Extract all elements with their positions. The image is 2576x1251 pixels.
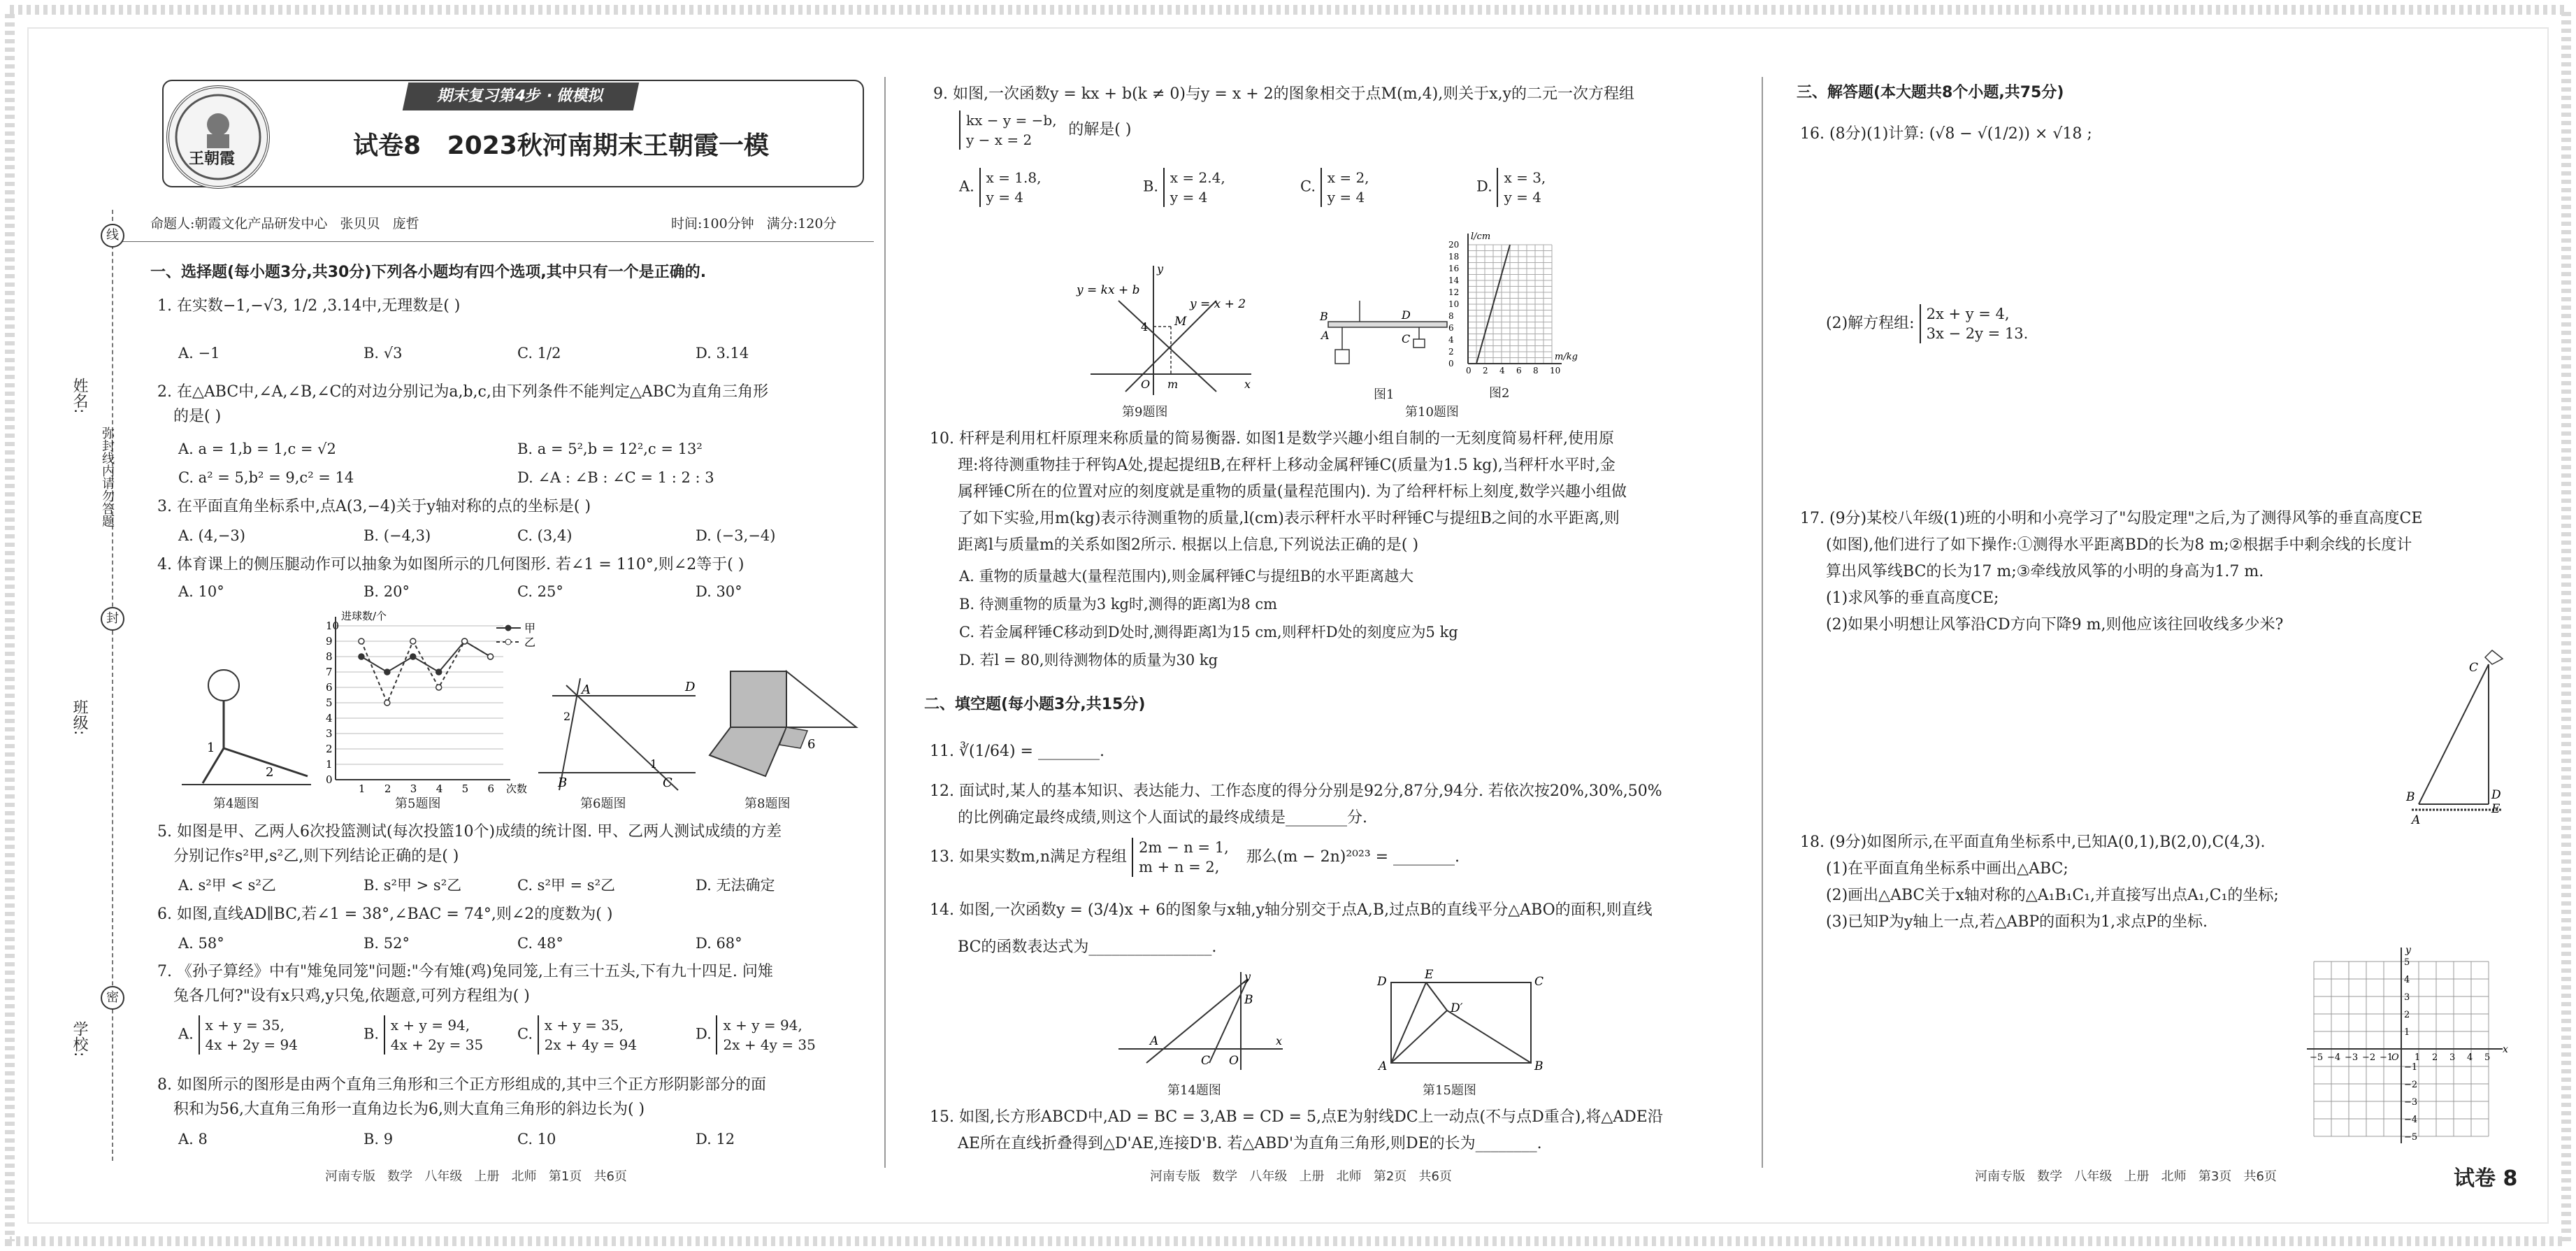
q9-system: kx − y = −b, y − x = 2 的解是( ): [959, 110, 1131, 150]
fig9-label-y: y: [1157, 262, 1164, 276]
q7-opt-a: A. x + y = 35, 4x + 2y = 94: [178, 1017, 298, 1053]
q7-stem2: 兔各几何?"设有x只鸡,y只兔,依题意,可列方程组为( ): [173, 987, 530, 1005]
y-tick-label: 14: [1448, 276, 1460, 285]
banner: 期末复习第4步 · 做模拟: [403, 83, 640, 110]
logo-text: 王朝霞: [189, 150, 236, 168]
x-axis-label: 次数: [506, 782, 528, 795]
figure-q6: [538, 678, 699, 790]
figure-q18-coordinate-grid: [2303, 944, 2513, 1157]
fig10-cap1: 图1: [1374, 387, 1395, 402]
seal-mark-3: 密: [101, 986, 124, 1010]
y-tick-label: 16: [1448, 264, 1460, 273]
y-tick-label: 10: [1448, 299, 1460, 309]
x-tick-label: 3: [410, 782, 417, 795]
fig8-caption: 第8题图: [744, 796, 791, 811]
q10-opt-d: D. 若l = 80,则待测物体的质量为30 kg: [959, 652, 1218, 669]
x-tick-label: 6: [487, 782, 495, 795]
fig9-l1: y = kx + b: [1077, 283, 1140, 297]
fig4-label-1: 1: [207, 741, 215, 755]
x-tick-label: −5: [2310, 1052, 2324, 1063]
y-tick-label: 4: [2404, 975, 2410, 985]
q7-opt-c: C. x + y = 35, 2x + 4y = 94: [517, 1017, 638, 1053]
y-tick-label: 2: [1448, 347, 1454, 357]
q11: 11. ∛(1/64) = ________.: [930, 743, 1104, 760]
page-title: 试卷8 2023秋河南期末王朝霞一模: [353, 131, 769, 160]
y-tick-label: −5: [2404, 1132, 2418, 1143]
y-tick-label: 8: [1448, 311, 1454, 321]
fig17-label-C: C: [2469, 661, 2479, 675]
fig14-caption: 第14题图: [1167, 1083, 1221, 1098]
q10-line2: 理:将待测重物挂于秤钩A处,提起提纽B,在秤杆上移动金属秤锤C(质量为1.5 kg),当秤杆水平时,金: [958, 457, 1616, 474]
q5-opt-b: B. s²甲 > s²乙: [364, 877, 462, 894]
data-point-甲: [410, 654, 416, 659]
q9-opt-d: D. x = 3, y = 4: [1476, 169, 1546, 206]
q2-opt-c: C. a² = 5,b² = 9,c² = 14: [178, 469, 354, 486]
fig4-label-2: 2: [266, 765, 274, 780]
fig10-cap2: 图2: [1489, 386, 1510, 401]
fig10-label-D: D: [1402, 308, 1411, 322]
q4-opt-a: A. 10°: [178, 583, 224, 600]
q9-stem: 9. 如图,一次函数y = kx + b(k ≠ 0)与y = x + 2的图象相交于点M(m,4),则关于x,y的二元一次方程组: [933, 85, 1635, 103]
x-axis-label: m/kg: [1555, 352, 1578, 362]
q4-opt-c: C. 25°: [517, 583, 563, 600]
fig15-label-Dp: D′: [1451, 1001, 1463, 1015]
q5-opt-d: D. 无法确定: [696, 877, 775, 894]
legend-marker-甲: [505, 625, 511, 631]
fig17-label-E: E: [2491, 802, 2501, 816]
fig4-caption: 第4题图: [213, 796, 259, 811]
q3-opt-c: C. (3,4): [517, 527, 573, 544]
authors: 命题人:朝霞文化产品研发中心 张贝贝 庞哲: [150, 216, 419, 231]
fig15-label-C: C: [1534, 975, 1544, 989]
q8-stem: 8. 如图所示的图形是由两个直角三角形和三个正方形组成的,其中三个正方形阴影部分的面: [157, 1076, 766, 1094]
y-tick-label: 20: [1448, 240, 1460, 250]
q10-line4: 了如下实验,用m(kg)表示待测重物的质量,l(cm)表示秤杆水平时秤锤C与提纽B之间的水平距离,则: [958, 510, 1620, 527]
q10-line5: 距离l与质量m的关系如图2所示. 根据以上信息,下列说法正确的是( ): [958, 536, 1419, 554]
q1-opt-b: B. √3: [364, 345, 403, 362]
binding-note: 弥封线内请勿答题: [100, 427, 115, 527]
figure-q10-scale: [1314, 301, 1454, 385]
q2-opt-a: A. a = 1,b = 1,c = √2: [178, 441, 336, 457]
q18-line4: (3)已知P为y轴上一点,若△ABP的面积为1,求点P的坐标.: [1826, 913, 2208, 931]
fig10-label-C: C: [1402, 332, 1411, 345]
origin-label: O: [2391, 1052, 2399, 1063]
figure-q14: [1118, 972, 1286, 1077]
data-point-乙: [488, 654, 494, 659]
y-tick-label: −2: [2404, 1080, 2418, 1090]
column-divider-2: [1762, 77, 1763, 1168]
fig9-label-m: m: [1167, 378, 1179, 391]
y-tick-label: 3: [326, 727, 333, 740]
fig9-l2: y = x + 2: [1190, 297, 1246, 311]
fig9-label-O: O: [1141, 378, 1151, 391]
q10-opt-c: C. 若金属秤锤C移动到D处时,测得距离l为15 cm,则秤杆D处的刻度应为5 kg: [959, 624, 1458, 641]
q8-opt-a: A. 8: [178, 1131, 208, 1148]
q3-opt-d: D. (−3,−4): [696, 527, 776, 544]
x-axis-label: x: [2503, 1044, 2508, 1055]
q8-opt-b: B. 9: [364, 1131, 394, 1148]
q4-opt-b: B. 20°: [364, 583, 410, 600]
q14-line2: BC的函数表达式为________________.: [958, 938, 1217, 956]
fig5-caption: 第5题图: [395, 796, 441, 811]
q1-opt-c: C. 1/2: [517, 345, 561, 362]
fig15-label-A: A: [1379, 1059, 1388, 1073]
legend-label-乙: 乙: [524, 636, 536, 649]
q2-stem: 2. 在△ABC中,∠A,∠B,∠C的对边分别记为a,b,c,由下列条件不能判定△ABC为直角三角形: [157, 383, 769, 401]
data-point-甲: [359, 654, 364, 659]
q2-stem2: 的是( ): [173, 408, 222, 425]
x-tick-label: 8: [1533, 366, 1539, 376]
fig14-label-C: C: [1201, 1054, 1211, 1068]
y-tick-label: 5: [2404, 957, 2410, 968]
y-tick-label: 7: [326, 666, 333, 678]
q12-line2: 的比例确定最终成绩,则这个人面试的最终成绩是________分.: [958, 809, 1367, 827]
y-tick-label: 6: [326, 681, 333, 694]
y-tick-label: 2: [2404, 1010, 2410, 1020]
x-tick-label: −1: [2380, 1052, 2394, 1063]
y-tick-label: 0: [1448, 359, 1454, 369]
fig9-caption: 第9题图: [1122, 405, 1168, 420]
q18-line1: 18. (9分)如图所示,在平面直角坐标系中,已知A(0,1),B(2,0),C(4,3).: [1800, 834, 2266, 851]
y-tick-label: 18: [1448, 252, 1460, 262]
q5-opt-c: C. s²甲 = s²乙: [517, 877, 616, 894]
fig8-label-6: 6: [807, 737, 816, 752]
x-tick-label: 4: [2467, 1052, 2473, 1063]
fig14-label-A: A: [1150, 1034, 1159, 1048]
seal-mark-2: 封: [101, 607, 124, 631]
y-tick-label: 4: [326, 712, 333, 724]
footer-page1: 河南专版 数学 八年级 上册 北师 第1页 共6页: [325, 1169, 627, 1184]
x-tick-label: 5: [461, 782, 469, 795]
section2-title: 二、填空题(每小题3分,共15分): [924, 696, 1146, 713]
x-tick-label: 3: [2449, 1052, 2456, 1063]
fig14-label-O: O: [1229, 1054, 1239, 1068]
q8-opt-c: C. 10: [517, 1131, 556, 1148]
y-axis-label: l/cm: [1471, 231, 1491, 242]
q5-stem: 5. 如图是甲、乙两人6次投篮测试(每次投篮10个)成绩的统计图. 甲、乙两人测试成绩的方差: [157, 823, 782, 841]
fig6-label-C: C: [663, 775, 672, 790]
figure-q17-kite: [2405, 643, 2531, 825]
x-tick-label: 10: [1550, 366, 1561, 376]
q10-line1: 10. 杆秤是利用杠杆原理来称质量的简易衡器. 如图1是数学兴趣小组自制的一无刻度简易杆秤,使用原: [930, 430, 1614, 448]
fig9-label-M: M: [1174, 315, 1187, 329]
fig14-label-y: y: [1244, 970, 1251, 983]
q1-stem: 1. 在实数−1,−√3, 1/2 ,3.14中,无理数是( ): [157, 297, 461, 315]
q15-line2: AE所在直线折叠得到△D'AE,连接D'B. 若△ABD'为直角三角形,则DE的长为________.: [958, 1135, 1542, 1152]
y-tick-label: 12: [1448, 287, 1460, 297]
q1-opt-a: A. −1: [178, 345, 220, 362]
fig6-label-D: D: [685, 680, 696, 694]
q10-opt-b: B. 待测重物的质量为3 kg时,测得的距离l为8 cm: [959, 596, 1278, 613]
data-point-乙: [462, 638, 468, 644]
y-tick-label: −4: [2404, 1115, 2418, 1125]
x-tick-label: 1: [2415, 1052, 2421, 1063]
x-tick-label: 0: [1466, 366, 1472, 376]
q12-line1: 12. 面试时,某人的基本知识、表达能力、工作态度的得分分别是92分,87分,94分. 若依次按20%,30%,50%: [930, 782, 1662, 800]
data-point-甲: [384, 669, 390, 675]
fig6-label-A: A: [582, 682, 591, 697]
y-tick-label: 4: [1448, 335, 1454, 345]
q18-line2: (1)在平面直角坐标系中画出△ABC;: [1826, 860, 2068, 878]
y-axis-label: y: [2405, 945, 2411, 956]
legend-label-甲: 甲: [524, 622, 536, 635]
q6-opt-b: B. 52°: [364, 935, 410, 952]
y-tick-label: 10: [326, 620, 340, 632]
figure-q8: [703, 657, 870, 790]
q8-opt-d: D. 12: [696, 1131, 735, 1148]
seal-mark-1: 线: [101, 224, 124, 248]
fig14-label-x: x: [1276, 1034, 1283, 1048]
q17-line1: 17. (9分)某校八年级(1)班的小明和小亮学习了"勾股定理"之后,为了测得风筝的垂直高度CE: [1800, 510, 2423, 527]
q17-line2: (如图),他们进行了如下操作:①测得水平距离BD的长为8 m;②根据手中剩余线的长度计: [1826, 536, 2412, 554]
q7-stem: 7. 《孙子算经》中有"雉兔同笼"问题:"今有雉(鸡)兔同笼,上有三十五头,下有九十四足. 问雉: [157, 963, 773, 980]
q1-opt-d: D. 3.14: [696, 345, 749, 362]
q6-opt-d: D. 68°: [696, 935, 742, 952]
fig15-label-D: D: [1377, 975, 1387, 989]
x-tick-label: −3: [2345, 1052, 2359, 1063]
fig15-label-B: B: [1534, 1059, 1544, 1073]
legend-marker-乙: [505, 639, 511, 645]
column-divider-1: [884, 77, 886, 1168]
y-tick-label: 6: [1448, 323, 1454, 333]
q16-part1: 16. (8分)(1)计算: (√8 − √(1/2)) × √18 ;: [1800, 125, 2092, 143]
q10-line3: 属秤锤C所在的位置对应的刻度就是重物的质量(量程范围内). 为了给秤杆标上刻度,数学兴趣小组做: [958, 483, 1627, 501]
x-tick-label: 6: [1516, 366, 1522, 376]
fig14-label-B: B: [1244, 993, 1253, 1007]
q7-opt-b: B. x + y = 94, 4x + 2y = 35: [364, 1017, 484, 1053]
q7-opt-d: D. x + y = 94, 2x + 4y = 35: [696, 1017, 816, 1053]
footer-page3: 河南专版 数学 八年级 上册 北师 第3页 共6页: [1975, 1169, 2277, 1184]
q2-opt-b: B. a = 5²,b = 12²,c = 13²: [517, 441, 703, 457]
q4-stem: 4. 体育课上的侧压腿动作可以抽象为如图所示的几何图形. 若∠1 = 110°,则∠2等于( ): [157, 556, 744, 573]
y-tick-label: 3: [2404, 992, 2410, 1003]
fig17-label-D: D: [2491, 788, 2501, 802]
q6-opt-c: C. 48°: [517, 935, 563, 952]
q17-line5: (2)如果小明想让风筝沿CD方向下降9 m,则他应该往回收线多少米?: [1826, 616, 2284, 634]
fig6-label-1: 1: [650, 757, 658, 771]
q16-part2: (2)解方程组: 2x + y = 4, 3x − 2y = 13.: [1826, 306, 2029, 342]
q9-opt-b: B. x = 2.4, y = 4: [1143, 169, 1225, 206]
q10-opt-a: A. 重物的质量越大(量程范围内),则金属秤锤C与提纽B的水平距离越大: [959, 568, 1414, 585]
binding-class: 班级:: [71, 699, 88, 736]
x-tick-label: 2: [2432, 1052, 2438, 1063]
q3-opt-b: B. (−4,3): [364, 527, 431, 544]
figure-q4: [175, 664, 315, 790]
q17-line4: (1)求风筝的垂直高度CE;: [1826, 589, 1999, 607]
y-axis-label: 进球数/个: [341, 610, 387, 622]
q6-stem: 6. 如图,直线AD∥BC,若∠1 = 38°,∠BAC = 74°,则∠2的度数为( ): [157, 906, 613, 923]
fig15-label-E: E: [1425, 968, 1434, 982]
fig17-label-A: A: [2412, 813, 2421, 827]
fig10-label-B: B: [1320, 310, 1328, 323]
data-point-乙: [384, 700, 390, 706]
y-tick-label: −1: [2404, 1062, 2418, 1073]
figure-q15: [1370, 968, 1545, 1073]
y-tick-label: 5: [326, 696, 333, 709]
logo: [166, 85, 270, 189]
x-tick-label: 4: [1499, 366, 1505, 376]
x-tick-label: 5: [2484, 1052, 2491, 1063]
y-tick-label: 0: [326, 773, 333, 786]
y-tick-label: 9: [326, 635, 333, 648]
fig9-label-4: 4: [1141, 320, 1149, 334]
paper-tag: 试卷 8: [2454, 1166, 2518, 1191]
x-tick-label: 2: [1483, 366, 1488, 376]
y-tick-label: 8: [326, 650, 333, 663]
q9-opt-a: A. x = 1.8, y = 4: [959, 169, 1042, 206]
header-divider: [112, 241, 874, 242]
q15-line1: 15. 如图,长方形ABCD中,AD = BC = 3,AB = CD = 5,点E为射线DC上一动点(不与点D重合),将△ADE沿: [930, 1108, 1663, 1126]
data-point-乙: [410, 638, 416, 644]
section3-title: 三、解答题(本大题共8个小题,共75分): [1797, 84, 2064, 101]
q17-line3: 算出风筝线BC的长为17 m;③牵线放风筝的小明的身高为1.7 m.: [1826, 563, 2264, 580]
x-tick-label: 4: [436, 782, 443, 795]
time-score: 时间:100分钟 满分:120分: [671, 216, 837, 231]
x-tick-label: −4: [2327, 1052, 2341, 1063]
q5-opt-a: A. s²甲 < s²乙: [178, 877, 276, 894]
section1-title: 一、选择题(每小题3分,共30分)下列各小题均有四个选项,其中只有一个是正确的.: [150, 264, 707, 281]
binding-name: 姓名:: [71, 378, 88, 414]
q13: 13. 如果实数m,n满足方程组 2m − n = 1, m + n = 2, 那么(m − 2n)²⁰²³ = ________.: [930, 839, 1460, 875]
q14-line1: 14. 如图,一次函数y = (3/4)x + 6的图象与x轴,y轴分别交于点A,B,过点B的直线平分△ABO的面积,则直线: [930, 901, 1653, 919]
q2-opt-d: D. ∠A : ∠B : ∠C = 1 : 2 : 3: [517, 469, 714, 486]
data-point-乙: [359, 638, 364, 644]
y-tick-label: 2: [326, 743, 333, 755]
figure-q10-graph: [1447, 231, 1578, 381]
data-point-甲: [436, 669, 442, 675]
fig17-label-B: B: [2406, 790, 2415, 804]
fig6-caption: 第6题图: [580, 796, 626, 811]
fig9-label-x: x: [1244, 378, 1251, 391]
q4-opt-d: D. 30°: [696, 583, 742, 600]
fig6-label-2: 2: [563, 710, 571, 723]
x-tick-label: 1: [358, 782, 366, 795]
data-point-乙: [436, 685, 442, 690]
q9-stem2: 的解是( ): [1068, 120, 1132, 138]
fig10-caption: 第10题图: [1405, 405, 1459, 420]
y-tick-label: −3: [2404, 1097, 2418, 1108]
y-tick-label: 1: [326, 758, 333, 771]
x-tick-label: 2: [384, 782, 391, 795]
figure-q5-line-chart: [308, 608, 552, 794]
q3-stem: 3. 在平面直角坐标系中,点A(3,−4)关于y轴对称的点的坐标是( ): [157, 498, 591, 515]
q6-opt-a: A. 58°: [178, 935, 224, 952]
figure-q9: [1077, 259, 1258, 399]
x-tick-label: −2: [2362, 1052, 2376, 1063]
q9-opt-c: C. x = 2, y = 4: [1300, 169, 1369, 206]
q5-stem2: 分别记作s²甲,s²乙,则下列结论正确的是( ): [173, 848, 459, 865]
footer-page2: 河南专版 数学 八年级 上册 北师 第2页 共6页: [1150, 1169, 1452, 1184]
binding-line: [112, 210, 113, 1161]
y-tick-label: 1: [2404, 1027, 2410, 1038]
fig10-label-A: A: [1321, 329, 1330, 342]
fig6-label-B: B: [558, 775, 568, 790]
q18-line3: (2)画出△ABC关于x轴对称的△A₁B₁C₁,并直接写出点A₁,C₁的坐标;: [1826, 887, 2279, 904]
fig15-caption: 第15题图: [1423, 1083, 1476, 1098]
q3-opt-a: A. (4,−3): [178, 527, 245, 544]
q8-stem2: 积和为56,大直角三角形一直角边长为6,则大直角三角形的斜边长为( ): [173, 1101, 645, 1118]
binding-school: 学校:: [71, 1021, 88, 1057]
